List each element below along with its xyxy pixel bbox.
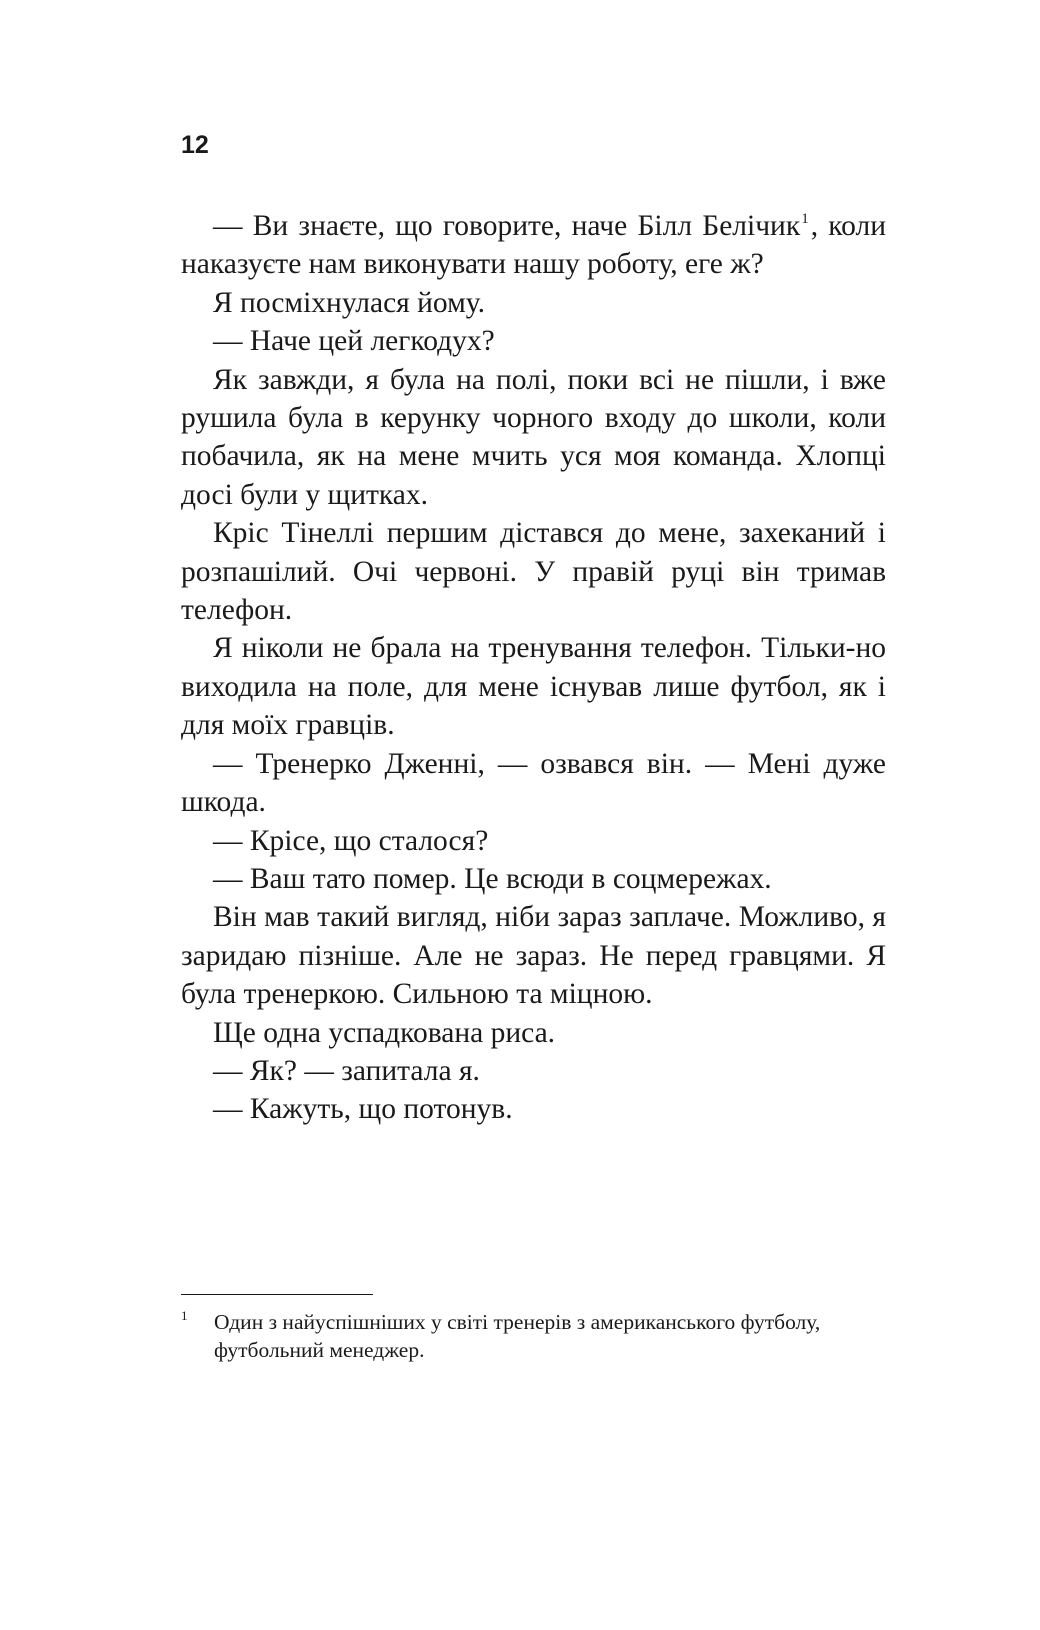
footnote-text: Один з найуспішніших у світі тренерів з американського футболу, футбольний менеджер. — [214, 1310, 821, 1362]
paragraph: — Тренерко Дженні, — озвався він. — Мені дуже шкода. — [181, 747, 886, 819]
paragraph: — Як? — запитала я. — [213, 1054, 480, 1087]
paragraph: Я посміхнулася йому. — [213, 286, 485, 319]
page-number: 12 — [181, 131, 209, 159]
paragraph: — Кажуть, що потонув. — [213, 1093, 513, 1126]
footnote-marker: 1 — [181, 1308, 188, 1323]
body-text — [181, 207, 886, 1129]
paragraph: Він мав такий вигляд, ніби зараз заплаче. Можливо, я заридаю пізніше. Але не зараз. Не перед гравцями. Я була тренеркою. Сильною та міцною. — [181, 901, 886, 1011]
footnote-reference[interactable]: 1 — [801, 211, 809, 227]
paragraph-text: — Ви знаєте, що говорите, наче Білл Белічик — [213, 210, 801, 242]
paragraph — [181, 207, 886, 284]
paragraph: — Ваш тато помер. Це всюди в соцмережах. — [213, 862, 772, 895]
paragraph: Я ніколи не брала на тренування телефон. Тільки-но виходила на поле, для мене існував лише футбол, як і для моїх гравців. — [181, 632, 886, 742]
paragraph: Кріс Тінеллі першим дістався до мене, захеканий і розпашілий. Очі червоні. У правій руці він тримав телефон. — [181, 517, 886, 627]
footnote — [181, 1309, 886, 1364]
footnote-divider — [181, 1294, 373, 1295]
paragraph: — Крісе, що сталося? — [213, 824, 489, 857]
paragraph: Ще одна успадкована риса. — [213, 1016, 556, 1049]
paragraph: Як завжди, я була на полі, поки всі не пішли, і вже рушила була в керунку чорного входу до школи, коли побачила, як на мене мчить уся моя команда. Хлопці досі були у щитках. — [181, 363, 886, 511]
paragraph: — Наче цей легкодух? — [213, 325, 495, 358]
paragraph-text: , коли наказуєте нам виконувати нашу роботу, еге ж? — [181, 210, 886, 281]
